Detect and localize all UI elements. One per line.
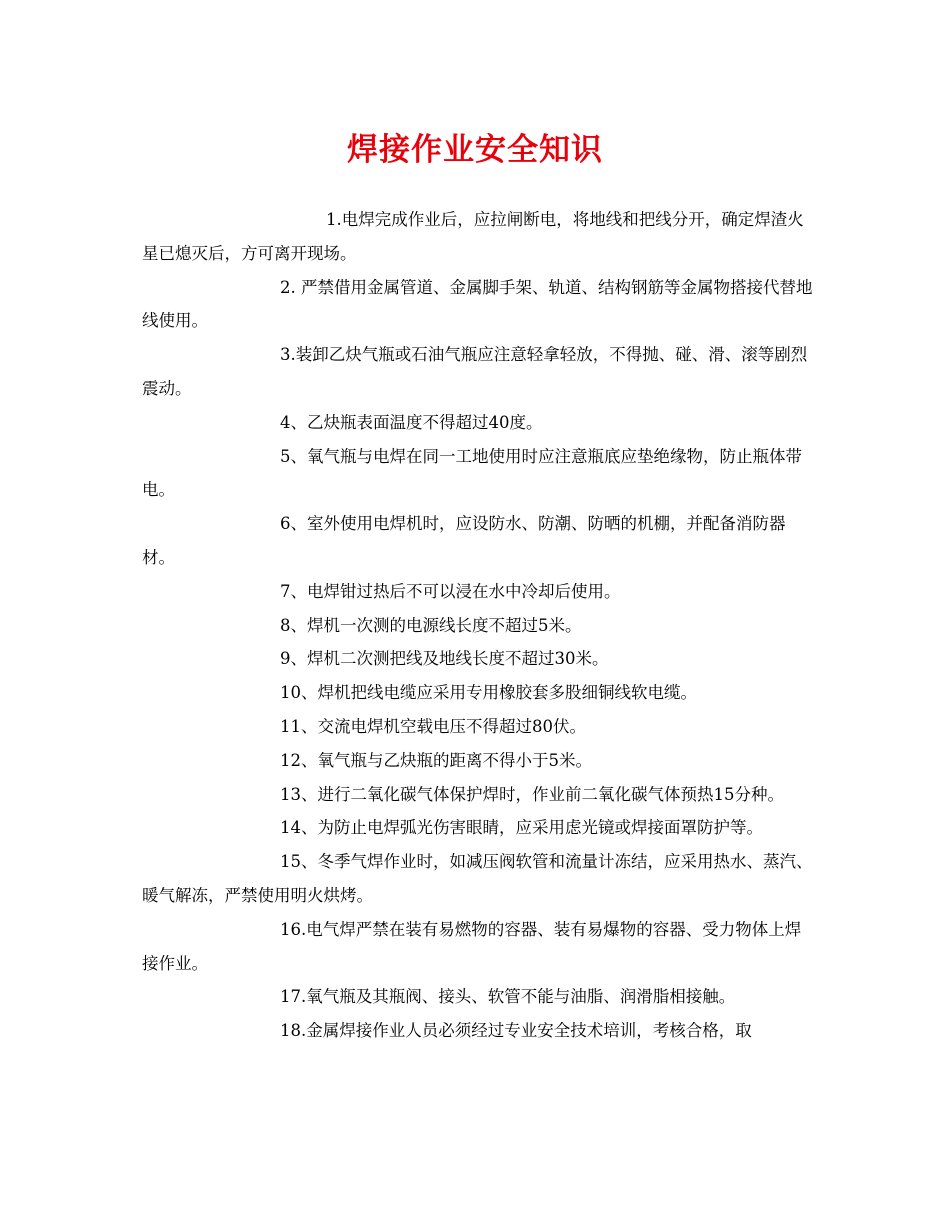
paragraph-10: 10、焊机把线电缆应采用专用橡胶套多股细铜线软电缆。 <box>280 683 697 703</box>
paragraph-6: 6、室外使用电焊机时，应设防水、防潮、防晒的机棚，并配备消防器材。 <box>142 514 786 567</box>
paragraph-13: 13、进行二氧化碳气体保护焊时，作业前二氧化碳气体预热15分种。 <box>280 784 784 804</box>
paragraph-5: 5、氧气瓶与电焊在同一工地使用时应注意瓶底应垫绝缘物，防止瓶体带电。 <box>142 446 802 500</box>
paragraph-3: 3.装卸乙炔气瓶或石油气瓶应注意轻拿轻放，不得抛、碰、滑、滚等剧烈震动。 <box>142 345 808 398</box>
paragraph-14: 14、为防止电焊弧光伤害眼睛，应采用虑光镜或焊接面罩防护等。 <box>280 818 763 838</box>
paragraph-17: 17.氧气瓶及其瓶阀、接头、软管不能与油脂、润滑脂相接触。 <box>280 987 736 1007</box>
paragraph-2: 2. 严禁借用金属管道、金属脚手架、轨道、结构钢筋等金属物搭接代替地线使用。 <box>142 277 813 331</box>
paragraph-18: 18.金属焊接作业人员必须经过专业安全技术培训，考核合格，取 <box>280 1021 752 1041</box>
paragraph-11: 11、交流电焊机空载电压不得超过80伏。 <box>280 716 586 736</box>
paragraph-4: 4、乙炔瓶表面温度不得超过40度。 <box>280 412 543 432</box>
document-body <box>142 203 814 1048</box>
paragraph-7: 7、电焊钳过热后不可以浸在水中冷却后使用。 <box>280 581 621 601</box>
paragraph-1: 1.电焊完成作业后，应拉闸断电，将地线和把线分开，确定焊渣火星已熄灭后，方可离开现场。 <box>142 210 804 263</box>
document-title: 焊接作业安全知识 <box>347 132 603 168</box>
paragraph-16: 16.电气焊严禁在装有易燃物的容器、装有易爆物的容器、受力物体上焊接作业。 <box>142 919 802 973</box>
paragraph-15: 15、冬季气焊作业时，如减压阀软管和流量计冻结，应采用热水、蒸汽、暖气解冻，严禁使用明火烘烤。 <box>142 852 813 905</box>
paragraph-8: 8、焊机一次测的电源线长度不超过5米。 <box>280 615 582 635</box>
paragraph-9: 9、焊机二次测把线及地线长度不超过30米。 <box>280 649 609 669</box>
paragraph-12: 12、氧气瓶与乙炔瓶的距离不得小于5米。 <box>280 750 592 770</box>
